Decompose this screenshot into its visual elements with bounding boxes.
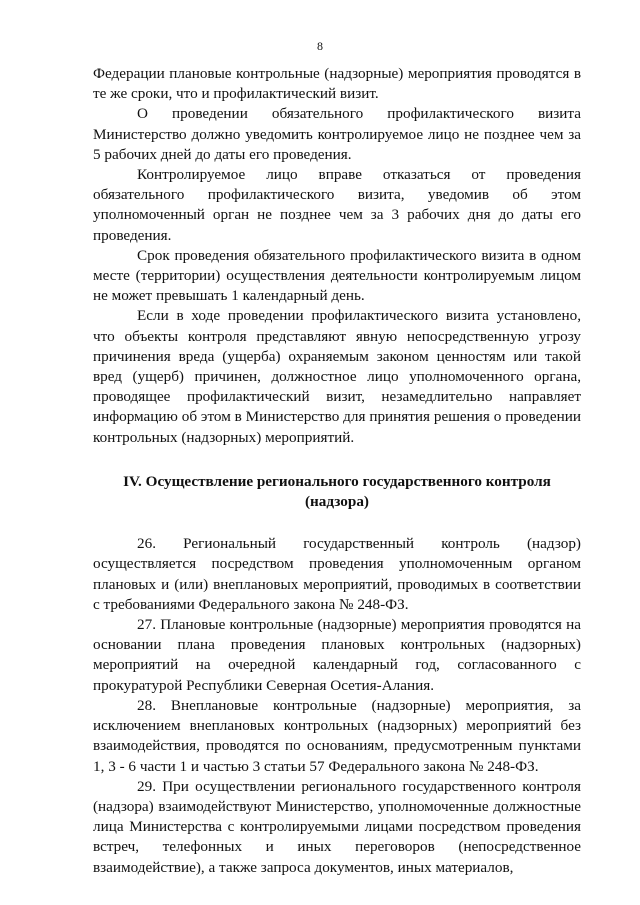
paragraph-item-26: 26. Региональный государственный контроль (надзор) осуществляется посредством проведения уполномоченным органом плановых и (или) внеплановых мероприятий, проводимых в соответствии с требованиями Федерального закона № 248-ФЗ. bbox=[93, 535, 581, 613]
paragraph-visit-duration: Срок проведения обязательного профилактического визита в одном месте (территории) осуществления деятельности контролируемым лицом не может превышать 1 календарный день. bbox=[93, 246, 581, 305]
paragraph-item-27: 27. Плановые контрольные (надзорные) мероприятия проводятся на основании плана проведения плановых контрольных (надзорных) мероприятий на очередной календарный год, согласованного с прокуратурой Республики Северная Осетия-Алания. bbox=[93, 616, 581, 694]
section-title: IV. Осуществление регионального государственного контроля (надзора) bbox=[123, 472, 551, 511]
page-number: 8 bbox=[317, 39, 323, 53]
paragraph-continuation: Федерации плановые контрольные (надзорные) мероприятия проводятся в те же сроки, что и профилактический визит. bbox=[93, 65, 581, 103]
paragraph-item-29: 29. При осуществлении регионального государственного контроля (надзора) взаимодействуют Министерство, уполномоченные должностные лица Министерства с контролируемыми лицами посредством проведения встреч, телефонных и иных переговоров (непосредственное взаимодействие), а также запроса документов, иных материалов, bbox=[93, 777, 581, 876]
paragraph-refusal-right: Контролируемое лицо вправе отказаться от проведения обязательного профилактического визита, уведомив об этом уполномоченный орган не позднее чем за 3 рабочих дня до даты его проведения. bbox=[93, 166, 581, 244]
paragraph-item-28: 28. Внеплановые контрольные (надзорные) мероприятия, за исключением внеплановых контрольных (надзорных) мероприятий без взаимодействия, проводятся по основаниям, предусмотренным пунктами 1, 3 - 6 части 1 и частью 3 статьи 57 Федерального закона № 248-ФЗ. bbox=[93, 696, 581, 775]
document-body bbox=[93, 64, 581, 878]
paragraph-threat-detected: Если в ходе проведении профилактического визита установлено, что объекты контроля представляют явную непосредственную угрозу причинения вреда (ущерба) охраняемым законом ценностям или такой вред (ущерб) причинен, должностное лицо уполномоченного органа, проводящее профилактический визит, незамедлительно направляет информацию об этом в Министерство для принятия решения о проведении контрольных (надзорных) мероприятий. bbox=[93, 307, 581, 446]
paragraph-notification-deadline: О проведении обязательного профилактического визита Министерство должно уведомить контролируемое лицо не позднее чем за 5 рабочих дней до даты его проведения. bbox=[93, 105, 581, 163]
